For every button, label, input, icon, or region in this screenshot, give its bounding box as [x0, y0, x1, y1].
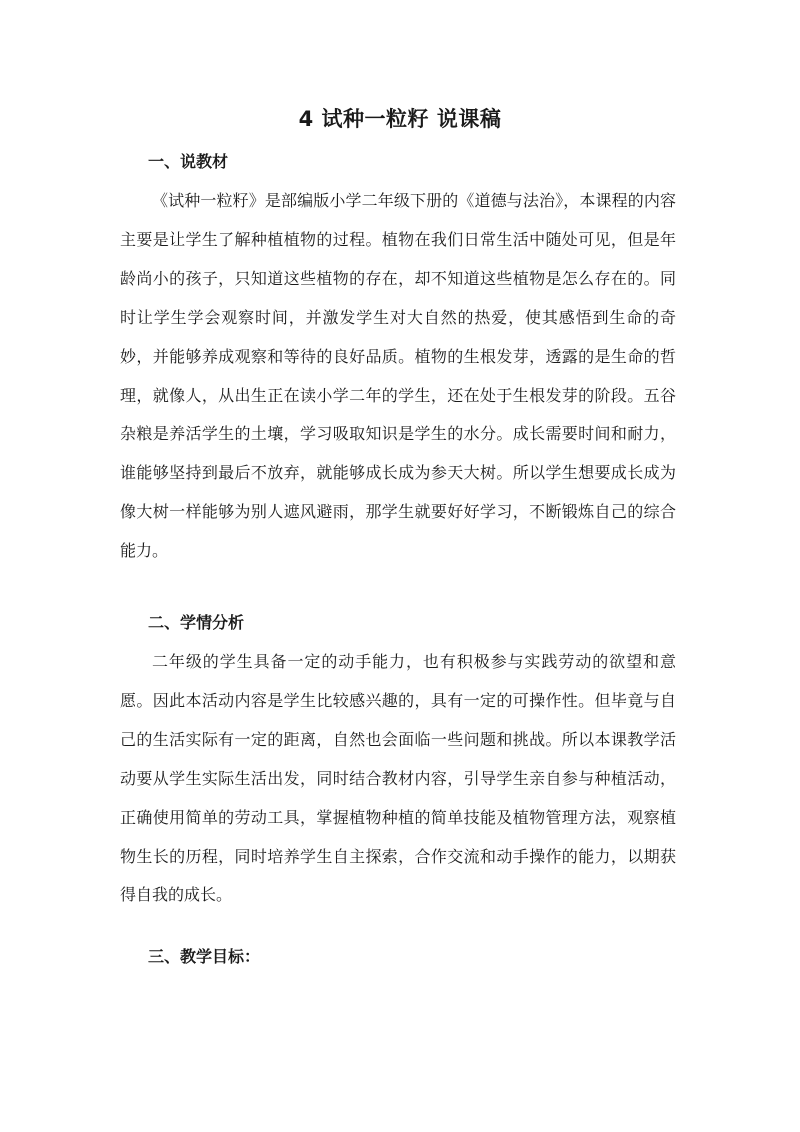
section-heading-teaching-goals: 三、教学目标：	[148, 947, 261, 966]
section-body-student-analysis: 二年级的学生具备一定的动手能力，也有积极参与实践劳动的欲望和意愿。因此本活动内容是学生比较感兴趣的，具有一定的可操作性。但毕竟与自己的生活实际有一定的距离，自然也会面临一些问题和挑战。所以本课教学活动要从学生实际生活出发，同时结合教材内容，引导学生亲自参与种植活动，正确使用简单的劳动工具，掌握植物种植的简单技能及植物管理方法，观察植物生长的历程，同时培养学生自主探索，合作交流和动手操作的能力，以期获得自我的成长。	[120, 652, 676, 905]
section-heading-student-analysis: 二、学情分析	[148, 613, 245, 632]
document-title: 4 试种一粒籽 说课稿	[298, 107, 502, 131]
section-heading-textbook: 一、说教材	[148, 152, 229, 171]
section-body-textbook: 《试种一粒籽》是部编版小学二年级下册的《道德与法治》，本课程的内容主要是让学生了解种植植物的过程。植物在我们日常生活中随处可见，但是年龄尚小的孩子，只知道这些植物的存在，却不知道这些植物是怎么存在的。同时让学生学会观察时间，并激发学生对大自然的热爱，使其感悟到生命的奇妙，并能够养成观察和等待的良好品质。植物的生根发芽，透露的是生命的哲理，就像人，从出生正在读小学二年的学生，还在处于生根发芽的阶段。五谷杂粮是养活学生的土壤，学习吸取知识是学生的水分。成长需要时间和耐力，谁能够坚持到最后不放弃，就能够成长成为参天大树。所以学生想要成长成为像大树一样能够为别人遮风避雨，那学生就要好好学习，不断锻炼自己的综合能力。	[120, 191, 676, 561]
